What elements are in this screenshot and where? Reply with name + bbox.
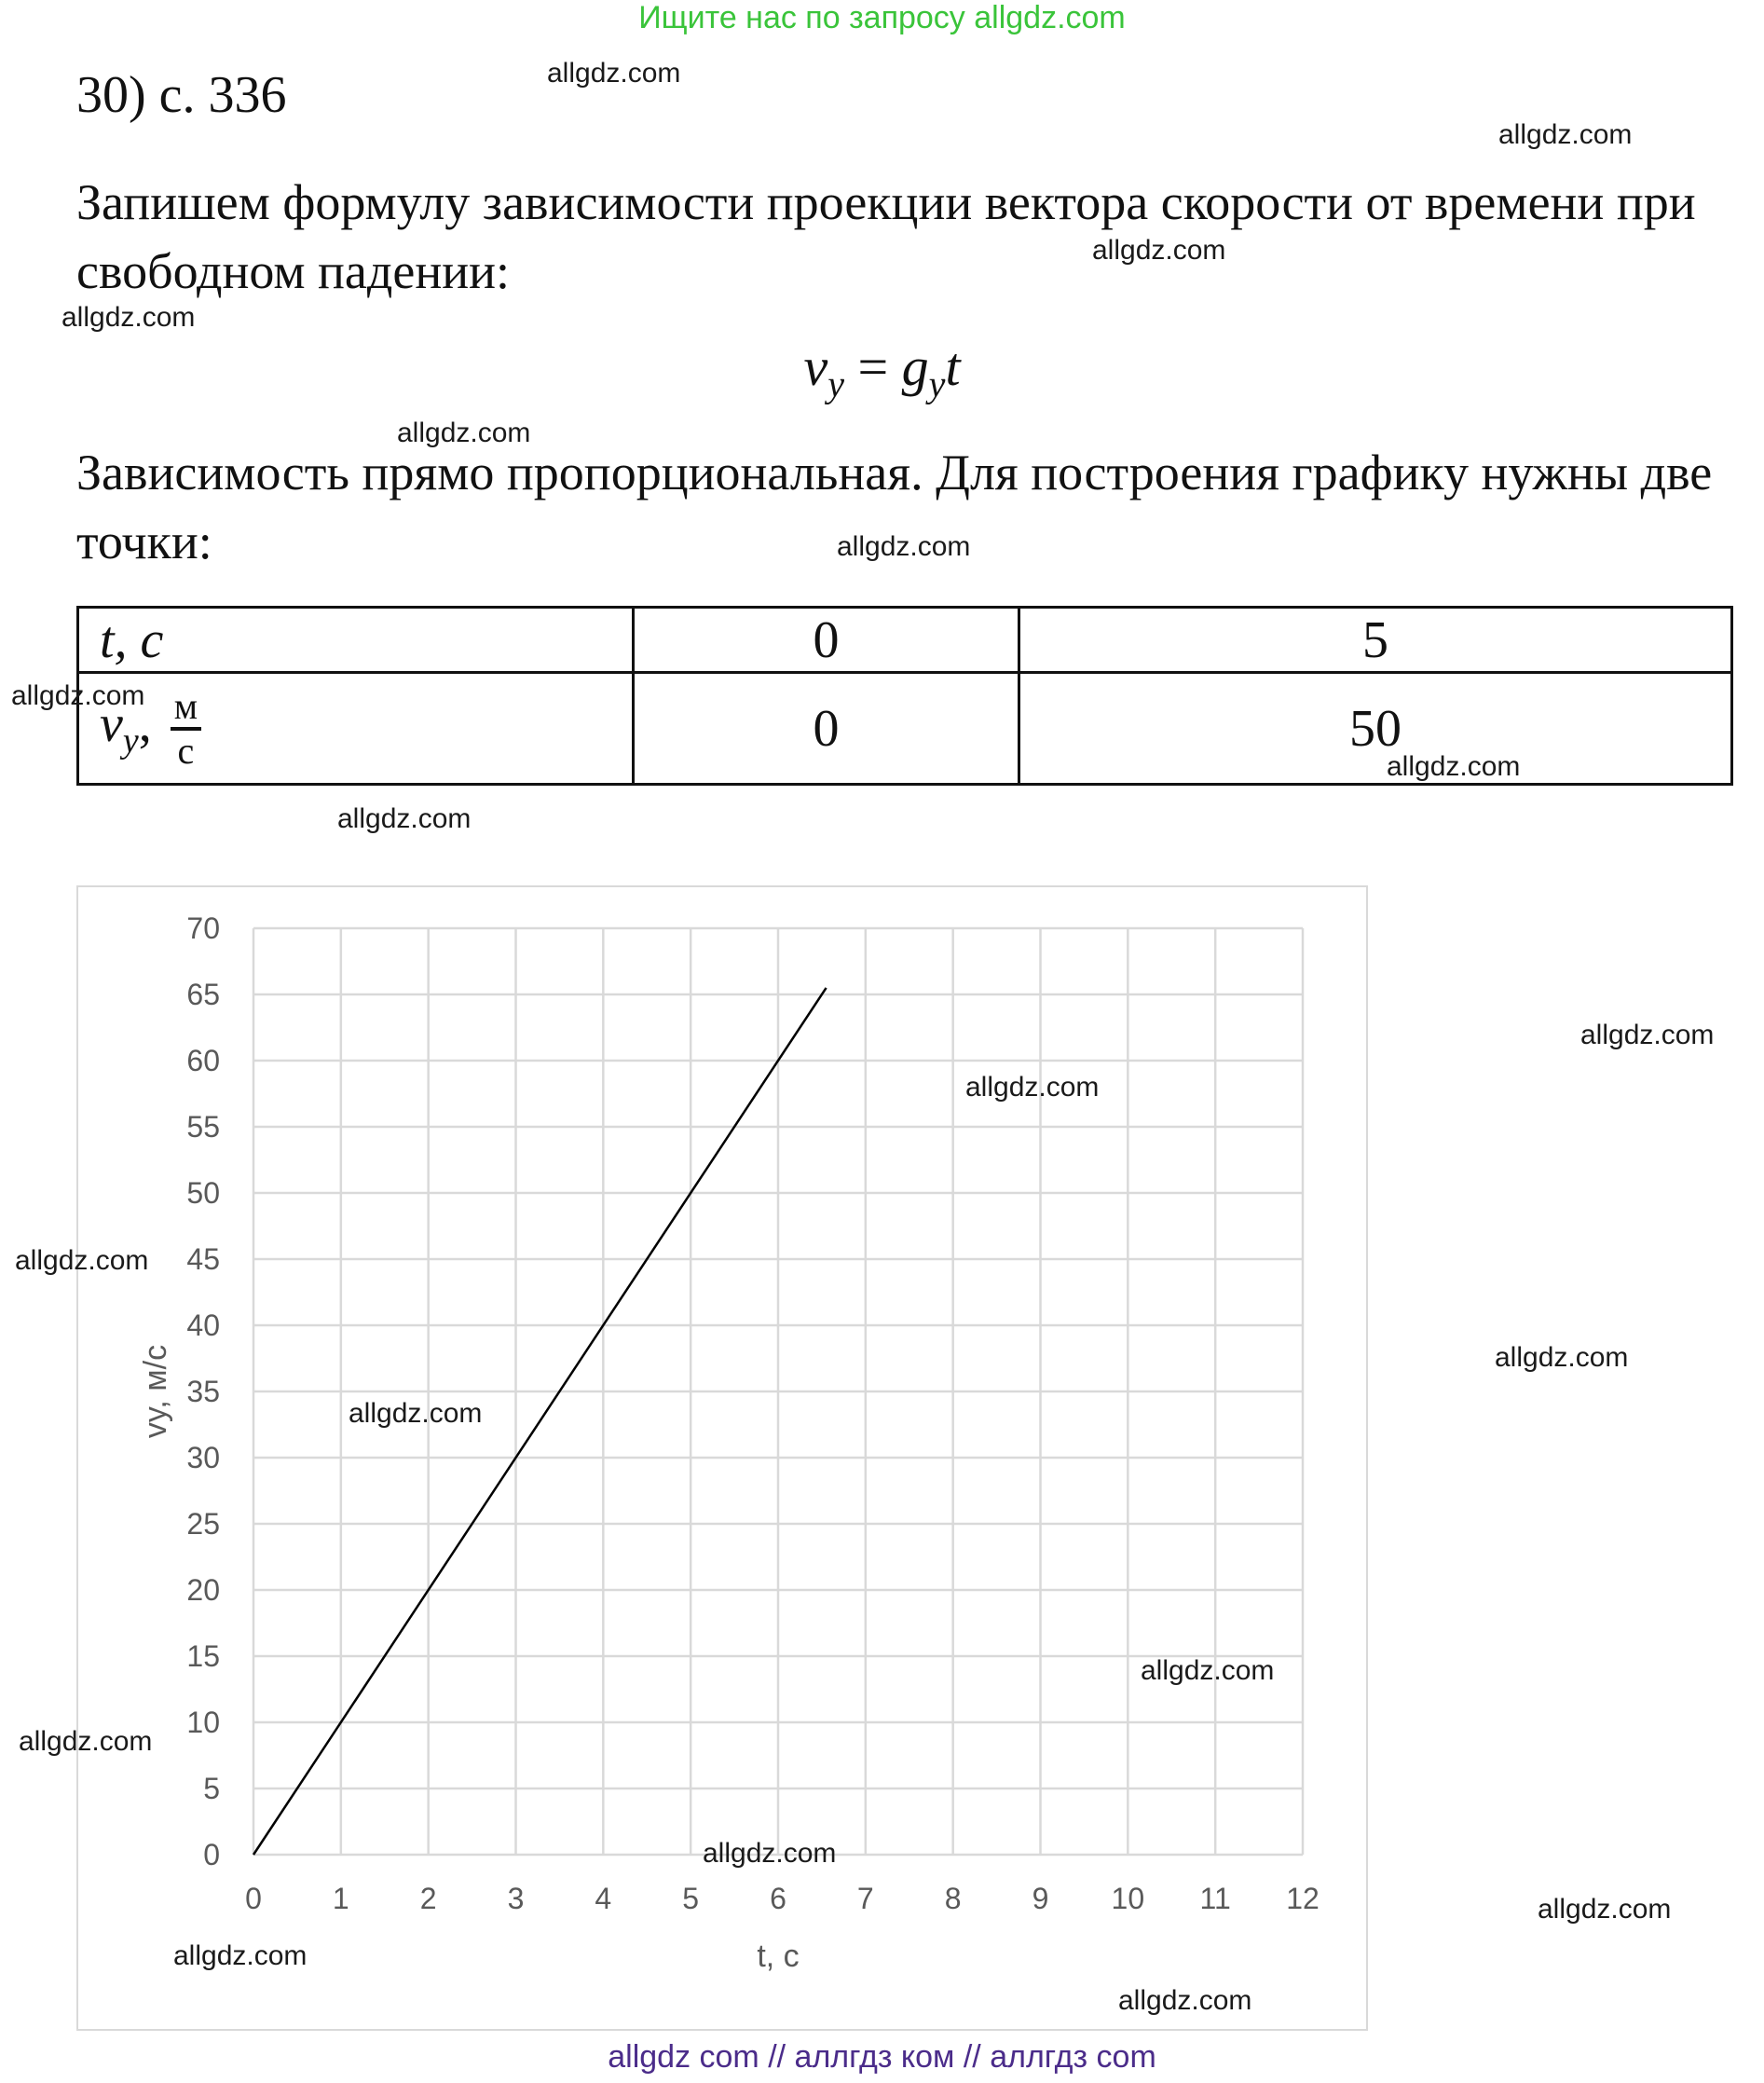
watermark: allgdz.com <box>837 531 971 562</box>
watermark: allgdz.com <box>1387 751 1521 782</box>
x-tick-label: 1 <box>332 1882 349 1915</box>
y-tick-label: 65 <box>186 978 220 1011</box>
watermark: allgdz.com <box>965 1072 1100 1103</box>
watermark: allgdz.com <box>1498 119 1633 150</box>
exercise-heading: 30) с. 336 <box>76 66 287 124</box>
formula-g-subscript: y <box>928 363 946 405</box>
x-tick-label: 4 <box>595 1882 612 1915</box>
time-value-2: 5 <box>1019 608 1731 673</box>
watermark: allgdz.com <box>397 418 531 448</box>
x-tick-label: 9 <box>1032 1882 1049 1915</box>
x-tick-label: 10 <box>1111 1882 1145 1915</box>
velocity-label-v: v <box>100 694 123 753</box>
proportionality-paragraph: Зависимость прямо пропорциональная. Для построения графику нужны две точки: <box>76 445 1713 569</box>
y-tick-label: 10 <box>186 1706 220 1739</box>
unit-numerator: м <box>171 686 201 731</box>
formula-t: t <box>945 336 961 397</box>
y-tick-label: 35 <box>186 1375 220 1408</box>
formula-v: v <box>803 336 828 397</box>
y-tick-label: 25 <box>186 1507 220 1541</box>
watermark: allgdz.com <box>1495 1342 1629 1373</box>
x-tick-label: 0 <box>245 1882 262 1915</box>
watermark: allgdz.com <box>62 302 196 333</box>
watermark: allgdz.com <box>349 1398 483 1429</box>
time-label: t, с <box>78 608 634 673</box>
watermark: allgdz.com <box>1141 1655 1275 1686</box>
formula-equals: = <box>843 336 902 397</box>
y-tick-label: 0 <box>203 1838 220 1871</box>
unit-denominator: с <box>177 729 195 772</box>
velocity-value-1: 0 <box>634 673 1019 785</box>
y-tick-label: 30 <box>186 1441 220 1474</box>
y-tick-label: 15 <box>186 1639 220 1673</box>
search-banner: Ищите нас по запросу allgdz.com <box>638 0 1126 35</box>
x-tick-label: 11 <box>1199 1882 1231 1915</box>
watermark: allgdz.com <box>1538 1894 1672 1925</box>
x-tick-label: 5 <box>682 1882 700 1915</box>
y-tick-label: 45 <box>186 1242 220 1276</box>
watermark: allgdz.com <box>15 1245 149 1276</box>
series-line-vy <box>253 988 827 1855</box>
x-axis-label: t, с <box>757 1939 800 1974</box>
y-tick-label: 20 <box>186 1573 220 1607</box>
watermark: allgdz.com <box>19 1726 153 1757</box>
watermark: allgdz.com <box>1580 1020 1715 1050</box>
intro-paragraph: Запишем формулу зависимости проекции вектора скорости от времени при свободном падении: <box>76 174 1696 299</box>
x-tick-label: 2 <box>419 1882 437 1915</box>
y-tick-label: 60 <box>186 1044 220 1077</box>
velocity-label-sub: y <box>122 720 139 761</box>
velocity-label-comma: , <box>138 694 152 753</box>
x-tick-label: 7 <box>856 1882 874 1915</box>
y-tick-label: 5 <box>203 1772 220 1805</box>
y-tick-label: 55 <box>186 1110 220 1144</box>
watermark: allgdz.com <box>1118 1985 1252 2016</box>
watermark: allgdz.com <box>1092 235 1226 266</box>
footer-links: allgdz com // аллгдз ком // аллгдз com <box>608 2039 1156 2075</box>
formula-v-subscript: y <box>827 363 844 405</box>
time-value-1: 0 <box>634 608 1019 673</box>
x-tick-label: 3 <box>507 1882 525 1915</box>
x-tick-label: 6 <box>770 1882 786 1915</box>
watermark: allgdz.com <box>11 680 145 711</box>
y-tick-label: 50 <box>186 1176 220 1210</box>
watermark: allgdz.com <box>337 803 472 834</box>
watermark: allgdz.com <box>173 1940 308 1971</box>
y-tick-label: 70 <box>186 911 220 945</box>
formula-g: g <box>901 336 929 397</box>
watermark: allgdz.com <box>547 58 681 89</box>
x-tick-label: 12 <box>1286 1882 1320 1915</box>
x-tick-label: 8 <box>944 1882 962 1915</box>
y-tick-label: 40 <box>186 1309 220 1342</box>
velocity-value-2: 50 <box>1019 673 1731 785</box>
y-axis-label: vy, м/с <box>138 1344 173 1439</box>
watermark: allgdz.com <box>703 1838 837 1869</box>
